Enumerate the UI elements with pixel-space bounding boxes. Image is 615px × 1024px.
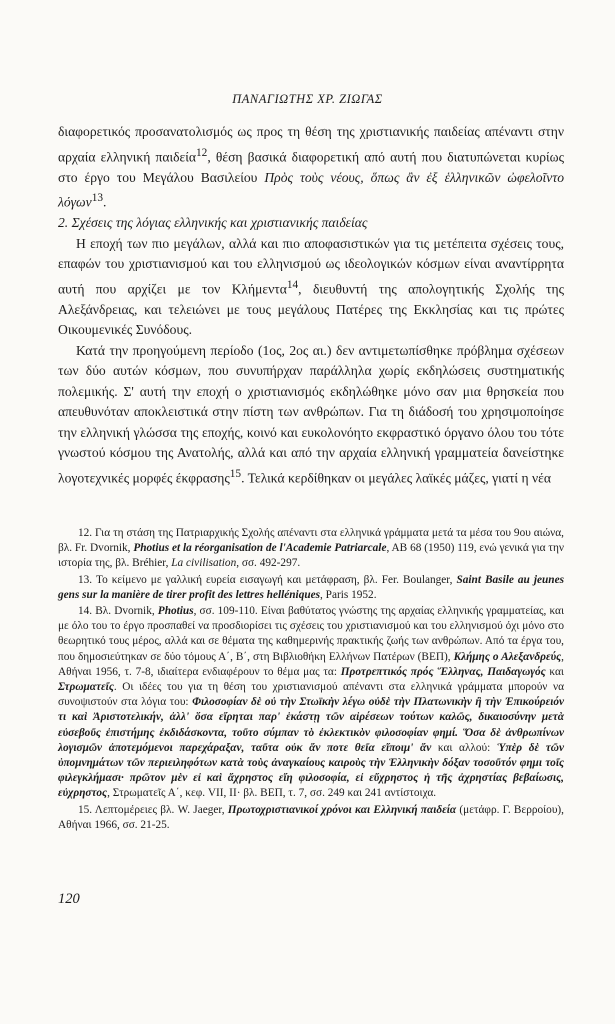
footnote-14 xyxy=(58,604,564,802)
paragraph-3-text-b: . Τελικά κερδίθηκαν οι μεγάλες λαϊκές μάζες, γιατί η νέα xyxy=(241,470,551,486)
footnote-14-title: Photius xyxy=(157,605,194,618)
footnote-14-text-c: , Αθήναι 1956, τ. 7-8, ιδιαίτερα ενδιαφέρουν το θέμα μας τα: xyxy=(58,650,564,678)
paragraph-1 xyxy=(58,122,564,213)
footnote-12-text-b: , AB 68 (1950) 119, ενώ γενικά για την ιστορία της, βλ. Bréhier, xyxy=(58,542,564,570)
work-title-basil: Πρὸς τοὺς νέους, ὅπως ἂν ἐξ ἑλληνικῶν ὠφελοῖντο λόγων xyxy=(58,169,564,210)
footnote-14-title-4: Στρωματεῖς xyxy=(58,681,114,694)
footnote-15 xyxy=(58,803,564,833)
footnote-13-text-b: , Paris 1952. xyxy=(320,588,377,601)
footnote-13 xyxy=(58,573,564,603)
footnote-14-text-b: , σσ. 109-110. Είναι βαθύτατος γνώστης της αρχαίας ελληνικής γραμματείας, και με όλο του το έργο προσπαθεί να προσδιορίσει τις σχέσεις του χριστιανισμού και του ελληνισμού όχι μόνο στο θεωρητικό τους μέρος, αλλά και σε θέματα της καθημερινής πρακτικής ζωής των ανθρώπων. Από τα έργα του, που δημοσιεύτηκαν σε δύο τόμους Α΄, Β΄, στη Βιβλιοθήκη Ελλήνων Πατέρων (ΒΕΠ), xyxy=(58,605,564,663)
footnote-15-text-b: (μετάφρ. Γ. Βερροίου), Αθήναι 1966, σσ. 21-25. xyxy=(58,803,565,831)
page-number: 120 xyxy=(58,891,80,907)
footnote-14-quote-1: Φιλοσοφίαν δὲ οὐ τὴν Στωϊκὴν λέγω οὐδὲ τὴν Πλατωνικὴν ἢ τὴν Ἐπικούρειόν τι καὶ Ἀριστοτελικήν, ἀλλ' ὅσα εἴρηται παρ' ἑκάστῃ τῶν αἱρέσεων τούτων καλῶς, δικαιοσύνην μετὰ εὐσεβοῦς ἐπιστήμης ἐκδιδάσκοντα, τοῦτο σύμπαν τὸ ἐκλεκτικὸν φιλοσοφίαν φημί. Ὅσα δὲ ἀνθρωπίνων λογισμῶν ἀποτεμόμενοι παρεχάραξαν, ταῦτα οὐκ ἄν ποτε θεῖα εἴποιμ' ἄν xyxy=(58,696,564,754)
paragraph-1-text-b: , θέση βασικά διαφορετική από αυτή που διατυπώνεται κυρίως στο έργο του Μεγάλου Βασιλείου xyxy=(58,149,564,185)
paragraph-2-text-a: Η εποχή των πιο μεγάλων, αλλά και πιο αποφασιστικών για τις μετέπειτα σχέσεις τους, επαφών του χριστιανισμού και του ελληνισμού ως ιδεολογικών κόσμων είναι αναντίρρητα αυτή που αρχίζει με τον Κλήμεντα xyxy=(58,235,564,297)
footnote-13-text-a: 13. Το κείμενο με γαλλική ευρεία εισαγωγή και μετάφραση, βλ. Fer. Boulanger, xyxy=(78,573,457,586)
paragraph-3-text-a: Κατά την προηγούμενη περίοδο (1ος, 2ος αι.) δεν αντιμετωπίσθηκε πρόβλημα σχέσεων των δύο αυτών κόσμων, που συνυπήρχαν παράλληλα χωρίς εκδηλώσεις συστηματικής πολεμικής. Σ' αυτή την εποχή ο χριστιανισμός εκδηλώθηκε μόνο σαν μια θρησκεία που απευθυνόταν αποκλειστικά στην πίστη των ανθρώπων. Για τη διάδοσή του χρησιμοποίησε την ελληνική γλώσσα της εποχής, κοινό και ευκολονόητο εκφραστικό όργανο όλου του τότε γνωστού κόσμου της Ανατολής, αλλά και από την αρχαία ελληνική γραμματεία δανείστηκε λογοτεχνικές μορφές έκφρασης xyxy=(58,342,564,486)
footnote-14-text-g: , Στρωματεῖς Α΄, κεφ. VII, II· βλ. ΒΕΠ, τ. 7, σσ. 249 και 241 αντίστοιχα. xyxy=(107,787,437,800)
footnote-12-title: Photius et la réorganisation de l'Academie Patriarcale xyxy=(133,542,387,555)
footnote-12-text-a: 12. Για τη στάση της Πατριαρχικής Σχολής απέναντι στα ελληνικά γράμματα μετά τα μέσα του 9ου αιώνα, βλ. Fr. Dvornik, xyxy=(58,527,564,555)
footnote-ref-12: 12 xyxy=(196,146,208,159)
section-heading: 2. Σχέσεις της λόγιας ελληνικής και χριστιανικής παιδείας xyxy=(58,215,368,231)
footnote-15-title: Πρωτοχριστιανικοί χρόνοι και Ελληνική παιδεία xyxy=(227,803,457,816)
main-text xyxy=(58,122,564,489)
footnote-14-title-3: Προτρεπτικός πρός Ἕλληνας, Παιδαγωγός xyxy=(340,665,546,678)
footnote-14-quote-2: Ὑπὲρ δὲ τῶν ὑπομνημάτων τῶν περιειληφότων κατὰ τοὺς ἀναγκαίους καιροὺς τὴν Ἑλληνικὴν δόξαν τοσοῦτόν φημι τοῖς φιλεγκλήμασι· πρῶτον μὲν εἰ καὶ ἄχρηστος εἴη φιλοσοφία, εἰ εὔχρηστος ἡ τῆς ἀχρηστίας βεβαίωσις, εὐχρηστος xyxy=(58,741,564,800)
paragraph-3 xyxy=(58,341,564,489)
paragraph-1-text-c: . xyxy=(103,194,107,210)
footnote-ref-14: 14 xyxy=(286,278,299,291)
paragraph-2 xyxy=(58,234,564,341)
paragraph-2-text-b: , διευθυντή της απολογητικής Σχολής της Αλεξάνδρειας, και τελειώνει με τους μεγάλους Πατέρες της Εκκλησίας και τις πρώτες Οικουμενικές Συνόδους. xyxy=(58,281,564,338)
footnote-ref-13: 13 xyxy=(91,192,104,205)
footnote-12 xyxy=(58,526,564,572)
footnotes xyxy=(58,526,564,834)
running-head: ΠΑΝΑΓΙΩΤΗΣ ΧΡ. ΖΙΩΓΑΣ xyxy=(232,92,383,106)
footnote-15-text-a: 15. Λεπτομέρειες βλ. W. Jaeger, xyxy=(78,803,228,816)
footnote-12-text-c: , σσ. 492-297. xyxy=(236,557,301,570)
footnote-14-text-f: και αλλού: xyxy=(431,741,497,754)
footnote-ref-15: 15 xyxy=(229,467,242,480)
footnote-14-text-d: και xyxy=(545,665,564,678)
paragraph-1-text-a: διαφορετικός προσανατολισμός ως προς τη θέση της χριστιανικής παιδείας απέναντι στην αρχαία ελληνική παιδεία xyxy=(58,124,564,165)
footnote-12-title-2: La civilisation xyxy=(171,557,237,570)
footnote-14-title-2: Κλήμης ο Αλεξανδρεύς xyxy=(453,650,562,663)
footnote-13-title: Saint Basile au jeunes gens sur la manière de tirer profit des lettres helléniques xyxy=(58,573,564,601)
footnote-14-text-a: 14. Βλ. Dvornik, xyxy=(78,605,158,618)
footnote-14-text-e: . Οι ιδέες του για τη θέση του χριστιανισμού απέναντι στα ελληνικά γράμματα μπορούν να συνοψιστούν στα λόγια του: xyxy=(58,681,564,709)
